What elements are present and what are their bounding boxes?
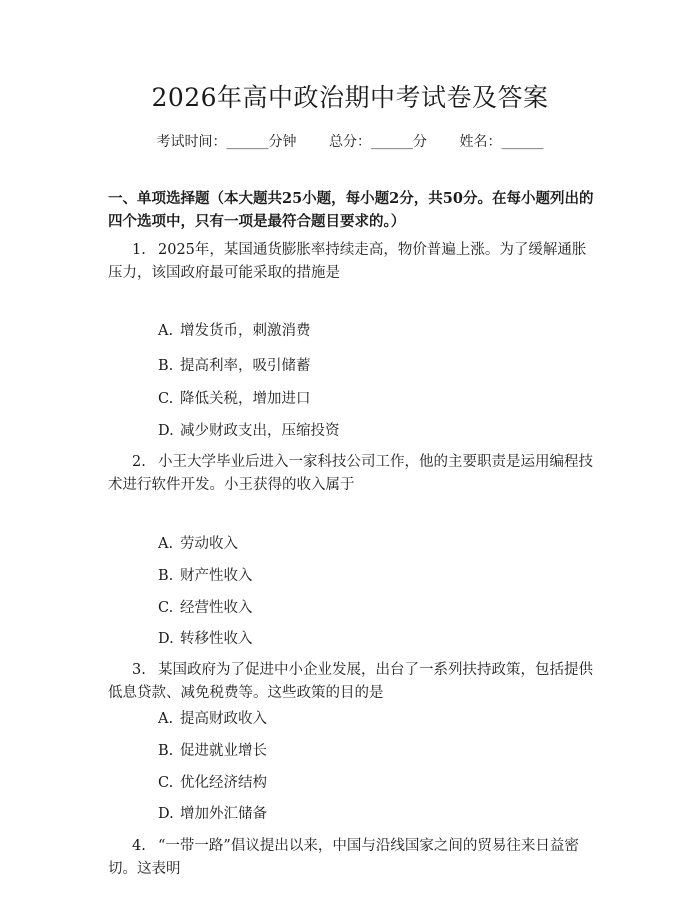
question-3-option-a	[158, 708, 578, 730]
option-text: 增发货币，刺激消费	[180, 323, 311, 339]
option-text: 优化经济结构	[180, 775, 267, 791]
option-letter: B.	[158, 568, 174, 584]
question-2-option-c	[158, 597, 578, 619]
option-text: 经营性收入	[180, 600, 253, 616]
question-number: 2.	[132, 454, 146, 470]
exam-title: 2026年高中政治期中考试卷及答案	[151, 83, 549, 112]
option-text: 提高财政收入	[180, 711, 267, 727]
student-name-field: 姓名：______	[459, 134, 544, 150]
question-number: 3.	[132, 662, 146, 678]
option-text: 增加外汇储备	[180, 806, 267, 822]
option-text: 提高利率，吸引储蓄	[180, 358, 311, 374]
section-heading-single-choice: 一、单项选择题（本大题共25小题，每小题2分，共50分。在每小题列出的四个选项中，只有一项是最符合题目要求的。）	[108, 190, 594, 230]
option-letter: D.	[158, 631, 174, 647]
option-letter: D.	[158, 423, 174, 439]
question-2-option-a	[158, 533, 578, 555]
option-letter: A.	[158, 536, 174, 552]
total-score-field: 总分：______分	[329, 134, 427, 150]
option-text: 劳动收入	[180, 536, 238, 552]
question-4	[108, 835, 598, 881]
question-3-option-b	[158, 740, 578, 762]
option-letter: A.	[158, 711, 174, 727]
question-1-option-b	[158, 355, 578, 377]
question-2-option-b	[158, 565, 578, 587]
question-1-option-d	[158, 420, 578, 442]
question-1-option-a	[158, 320, 578, 342]
question-2-option-d	[158, 628, 578, 650]
question-1-option-c	[158, 388, 578, 410]
option-letter: C.	[158, 391, 174, 407]
question-3-option-c	[158, 772, 578, 794]
option-letter: A.	[158, 323, 174, 339]
option-text: 降低关税，增加进口	[180, 391, 311, 407]
exam-time-field: 考试时间：______分钟	[156, 134, 297, 150]
option-text: 财产性收入	[180, 568, 253, 584]
question-text: 小王大学毕业后进入一家科技公司工作，他的主要职责是运用编程技术进行软件开发。小王获得的收入属于	[108, 454, 593, 493]
option-text: 转移性收入	[180, 631, 253, 647]
option-letter: D.	[158, 806, 174, 822]
option-letter: B.	[158, 358, 174, 374]
option-letter: C.	[158, 775, 174, 791]
question-2	[108, 451, 598, 497]
question-text: 2025年，某国通货膨胀率持续走高，物价普遍上涨。为了缓解通胀压力，该国政府最可能采取的措施是	[108, 242, 587, 281]
exam-info-line	[0, 130, 700, 154]
question-number: 4.	[132, 838, 146, 854]
question-number: 1.	[132, 242, 146, 258]
option-letter: B.	[158, 743, 174, 759]
question-3	[108, 659, 598, 705]
question-text: “一带一路”倡议提出以来，中国与沿线国家之间的贸易往来日益密切。这表明	[108, 838, 579, 877]
question-3-option-d	[158, 803, 578, 825]
question-1	[108, 239, 598, 285]
question-text: 某国政府为了促进中小企业发展，出台了一系列扶持政策，包括提供低息贷款、减免税费等。这些政策的目的是	[108, 662, 593, 701]
option-letter: C.	[158, 600, 174, 616]
option-text: 促进就业增长	[180, 743, 267, 759]
option-text: 减少财政支出，压缩投资	[180, 423, 340, 439]
